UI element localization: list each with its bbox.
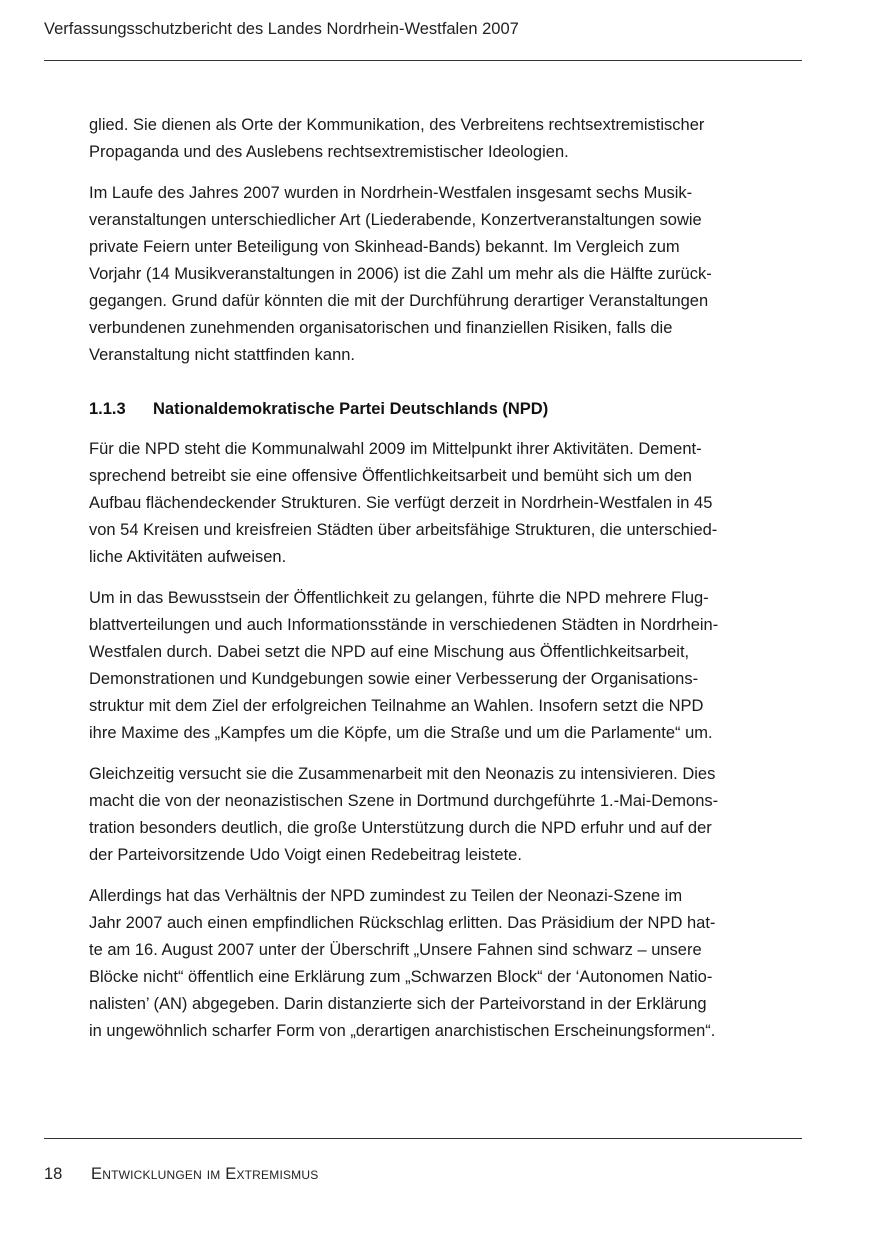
paragraph: Im Laufe des Jahres 2007 wurden in Nordrhein-Westfalen insgesamt sechs Musik- veranstaltungen unterschiedlicher Art (Liederabende, Konzertveranstaltungen sowie private Feiern unter Beteiligung von Skinhead-Bands) bekannt. Im Vergleich zum Vorjahr (14 Musikveranstaltungen in 2006) ist die Zahl um mehr als die Hälfte zurück- gegangen. Grund dafür könnten die mit der Durchführung derartiger Veranstaltungen verbundenen zunehmenden organisatorischen und finanziellen Risiken, falls die Veranstaltung nicht stattfinden kann. xyxy=(89,184,712,364)
header-divider xyxy=(44,60,802,61)
body-content xyxy=(89,112,807,1059)
section-heading xyxy=(89,396,807,422)
paragraph: Um in das Bewusstsein der Öffentlichkeit zu gelangen, führte die NPD mehrere Flug- blattverteilungen und auch Informationsstände in verschiedenen Städten in Nordrhein- Westfalen durch. Dabei setzt die NPD auf eine Mischung aus Öffentlichkeitsarbeit, Demonstrationen und Kundgebungen sowie einer Verbesserung der Organisations- struktur mit dem Ziel der erfolgreichen Teilnahme an Wahlen. Insofern setzt die NPD ihre Maxime des „Kampfes um die Köpfe, um die Straße und um die Parlamente“ um. xyxy=(89,589,719,742)
page-footer xyxy=(44,1163,318,1185)
footer-section-name: Entwicklungen im Extremismus xyxy=(91,1165,319,1183)
running-header: Verfassungsschutzbericht des Landes Nordrhein-Westfalen 2007 xyxy=(44,20,519,38)
paragraph: Gleichzeitig versucht sie die Zusammenarbeit mit den Neonazis zu intensivieren. Dies macht die von der neonazistischen Szene in Dortmund durchgeführte 1.-Mai-Demons- tration besonders deutlich, die große Unterstützung durch die NPD erfuhr und auf der der Parteivorsitzende Udo Voigt einen Redebeitrag leistete. xyxy=(89,765,719,864)
section-number: 1.1.3 xyxy=(89,400,126,418)
section-title: Nationaldemokratische Partei Deutschlands (NPD) xyxy=(153,400,549,418)
page-number: 18 xyxy=(44,1165,63,1183)
footer-divider xyxy=(44,1138,802,1139)
paragraph: glied. Sie dienen als Orte der Kommunikation, des Verbreitens rechtsextremistischer Propaganda und des Auslebens rechtsextremistischer Ideologien. xyxy=(89,116,705,161)
paragraph: Allerdings hat das Verhältnis der NPD zumindest zu Teilen der Neonazi-Szene im Jahr 2007 auch einen empfindlichen Rückschlag erlitten. Das Präsidium der NPD hat- te am 16. August 2007 unter der Überschrift „Unsere Fahnen sind schwarz – unsere Blöcke nicht“ öffentlich eine Erklärung zum „Schwarzen Block“ der ‘Autonomen Natio- nalisten’ (AN) abgegeben. Darin distanzierte sich der Parteivorstand in der Erklärung in ungewöhnlich scharfer Form von „derartigen anarchistischen Erscheinungsformen“. xyxy=(89,887,716,1040)
paragraph: Für die NPD steht die Kommunalwahl 2009 im Mittelpunkt ihrer Aktivitäten. Dement- sprechend betreibt sie eine offensive Öffentlichkeitsarbeit und bemüht sich um den Aufbau flächendeckender Strukturen. Sie verfügt derzeit in Nordrhein-Westfalen in 45 von 54 Kreisen und kreisfreien Städten über arbeitsfähige Strukturen, die unterschied- liche Aktivitäten aufweisen. xyxy=(89,440,718,566)
